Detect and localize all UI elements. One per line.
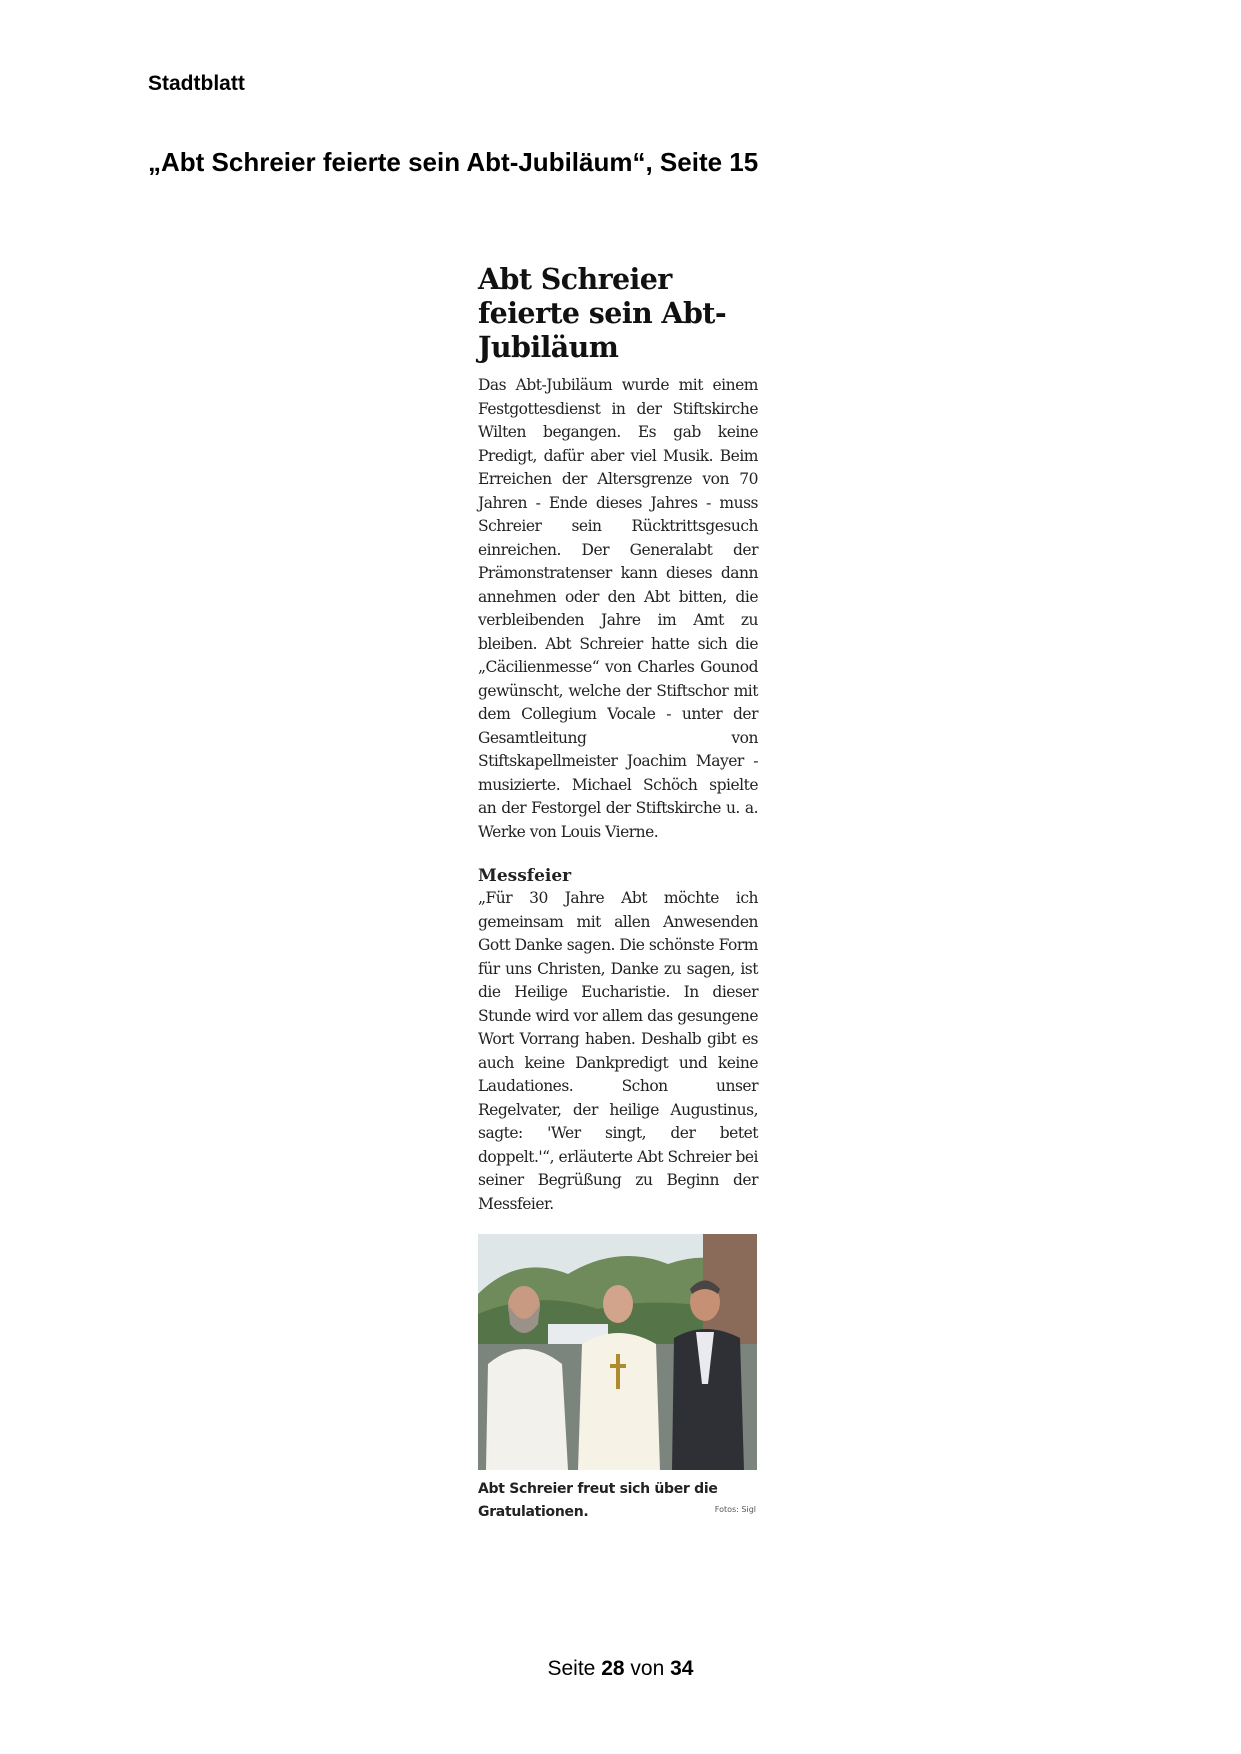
current-page: 28: [601, 1657, 625, 1680]
article-paragraph-1: Das Abt-Jubiläum wurde mit einem Festgottesdienst in der Stiftskirche Wilten begangen. Es gab keine Predigt, dafür aber viel Musik. Beim Erreichen der Altersgrenze von 70 Jahren - Ende dieses Jahres - muss Schreier sein Rücktrittsgesuch einreichen. Der Generalabt der Prämonstratenser kann dieses dann annehmen oder den Abt bitten, die verbleibenden Jahre im Amt zu bleiben. Abt Schreier hatte sich die „Cäcilienmesse“ von Charles Gounod gewünscht, welche der Stiftschor mit dem Collegium Vocale - unter der Gesamtleitung von Stiftskapellmeister Joachim Mayer - musizierte. Michael Schöch spielte an der Festorgel der Stiftskirche u. a. Werke von Louis Vierne.: [478, 376, 758, 841]
footer-prefix: Seite: [547, 1657, 596, 1680]
document-headline: „Abt Schreier feierte sein Abt-Jubiläum“, Seite 15: [148, 147, 759, 177]
page-number-footer: [0, 1657, 1241, 1681]
article-subheading: Messfeier: [478, 866, 572, 886]
article-photo: [478, 1234, 757, 1470]
total-pages: 34: [670, 1657, 694, 1680]
article-title: Abt Schreier feierte sein Abt-Jubiläum: [478, 262, 727, 364]
publication-name: Stadtblatt: [148, 72, 245, 95]
article-paragraph-2: „Für 30 Jahre Abt möchte ich gemeinsam mit allen Anwesenden Gott Danke sagen. Die schönste Form für uns Christen, Danke zu sagen, ist die Heilige Eucharistie. In dieser Stunde wird vor allem das gesungene Wort Vorrang haben. Deshalb gibt es auch keine Dankpredigt und keine Laudationes. Schon unser Regelvater, der heilige Augustinus, sagte: 'Wer singt, der betet doppelt.'“, erläuterte Abt Schreier bei seiner Begrüßung zu Beginn der Messfeier.: [478, 889, 758, 1213]
photo-caption-row: [478, 1478, 758, 1524]
newspaper-clipping: [478, 262, 758, 1524]
footer-middle: von: [630, 1657, 665, 1680]
photo-credit: Fotos: Sigl: [714, 1505, 756, 1514]
photo-caption: Abt Schreier freut sich über die Gratulationen.: [478, 1481, 718, 1520]
